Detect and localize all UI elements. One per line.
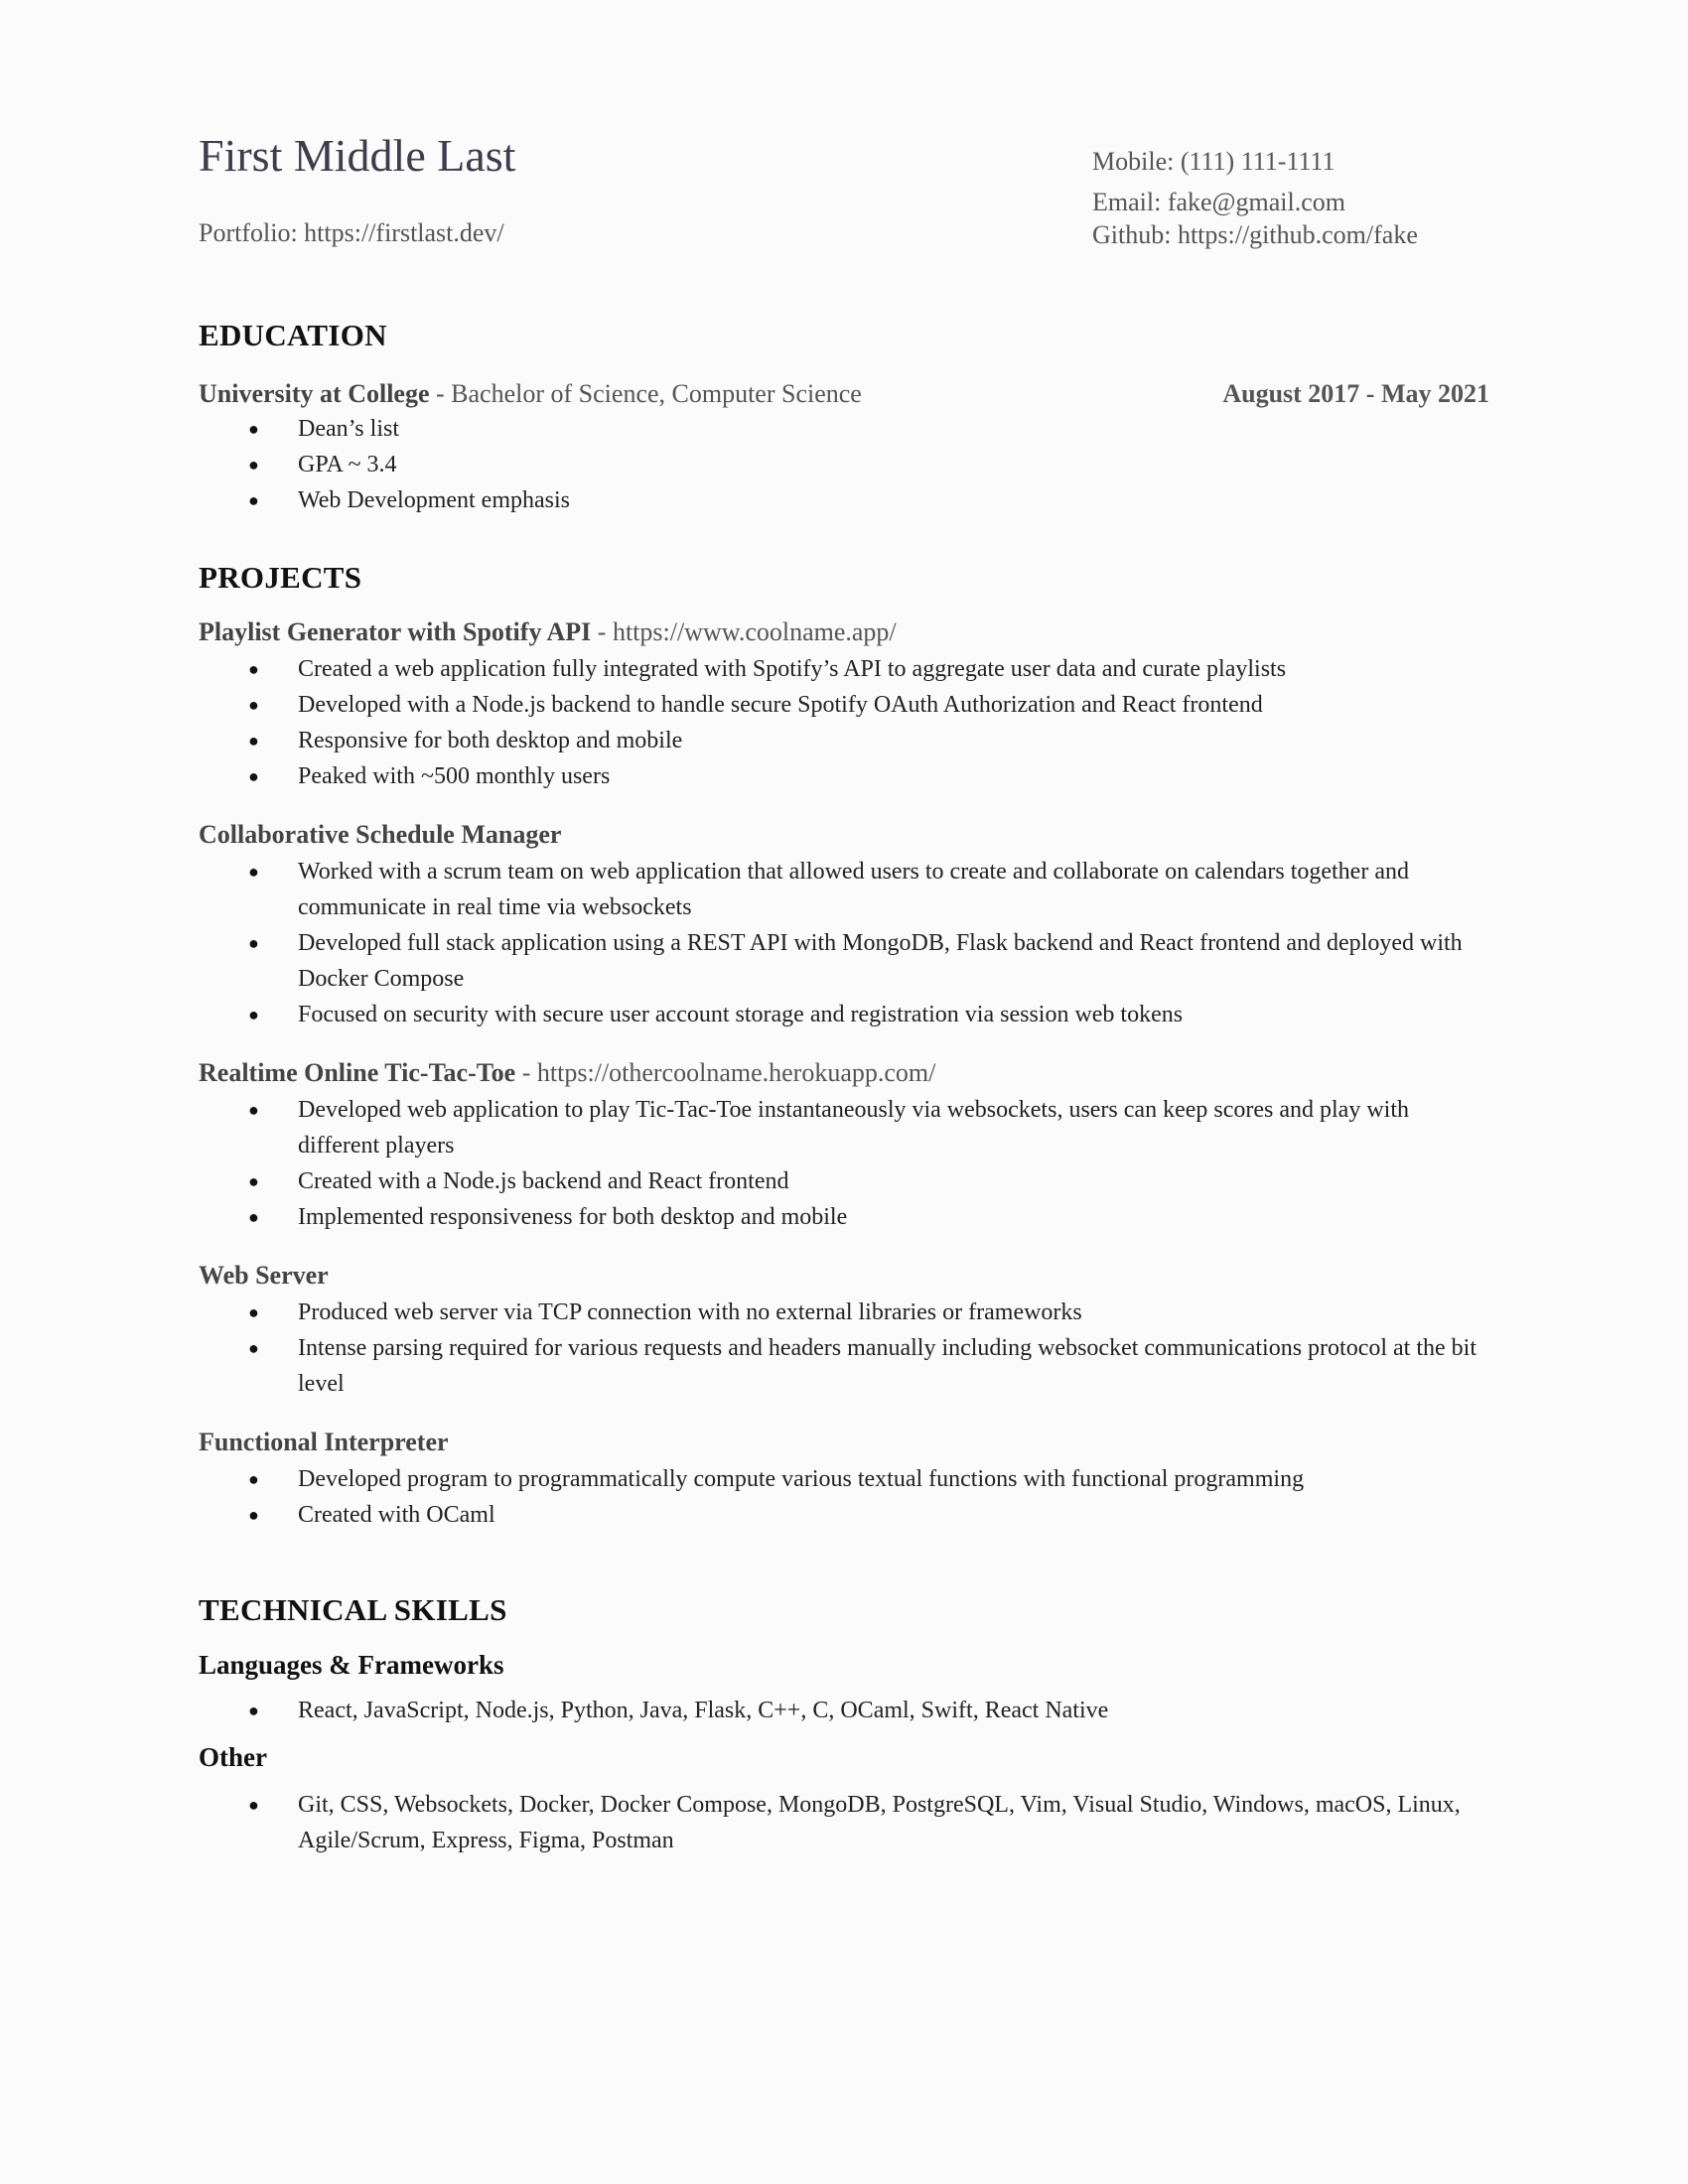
school-name: University at College: [199, 379, 430, 408]
project-head: [199, 820, 1489, 850]
education-title: EDUCATION: [199, 318, 387, 352]
list-item: ● Developed full stack application using a REST API with MongoDB, Flask backend and React frontend and deployed with Docker Compose: [248, 930, 1463, 992]
skills-title: TECHNICAL SKILLS: [199, 1592, 507, 1627]
project-entry: [199, 820, 1489, 1032]
skill-bullets: [199, 1693, 1489, 1728]
portfolio-link[interactable]: Portfolio: https://firstlast.dev/: [199, 218, 504, 247]
education-bullets: [199, 411, 1489, 518]
project-head: [199, 1428, 1489, 1457]
projects-section: [199, 560, 1489, 1533]
projects-title: PROJECTS: [199, 560, 362, 595]
project-name: Realtime Online Tic-Tac-Toe: [199, 1058, 516, 1087]
project-bullets: [199, 854, 1489, 1032]
list-item: ● Focused on security with secure user account storage and registration via session web tokens: [248, 1002, 1184, 1027]
list-item: ● Peaked with ~500 monthly users: [248, 763, 611, 789]
project-name: Web Server: [199, 1261, 329, 1290]
list-item: ● Git, CSS, Websockets, Docker, Docker Compose, MongoDB, PostgreSQL, Vim, Visual Studio, Windows, macOS, Linux, Agile/Scrum, Express, Figma, Postman: [248, 1792, 1461, 1853]
skill-bullets: [199, 1787, 1489, 1858]
project-link[interactable]: - https://othercoolname.herokuapp.com/: [515, 1058, 936, 1087]
list-item: ● Created a web application fully integrated with Spotify’s API to aggregate user data and curate playlists: [248, 656, 1287, 682]
list-item: ● GPA ~ 3.4: [248, 452, 397, 478]
education-entry-head: [199, 379, 1489, 409]
project-bullets: [199, 651, 1489, 794]
list-item: ● Dean’s list: [248, 416, 399, 442]
skills-section: [199, 1592, 1489, 1858]
github-link[interactable]: Github: https://github.com/fake: [1092, 220, 1418, 249]
list-item: ● Intense parsing required for various requests and headers manually including websocket communications protocol at the bit level: [248, 1335, 1477, 1397]
list-item: ● Developed program to programmatically compute various textual functions with functional programming: [248, 1466, 1305, 1492]
project-entry: [199, 1261, 1489, 1402]
email-address[interactable]: Email: fake@gmail.com: [1092, 188, 1345, 216]
list-item: ● Developed with a Node.js backend to handle secure Spotify OAuth Authorization and React frontend: [248, 692, 1263, 718]
project-head: [199, 617, 1489, 647]
resume-header: [199, 129, 1489, 278]
mobile-number: Mobile: (111) 111-1111: [1092, 147, 1336, 176]
project-entry: [199, 1428, 1489, 1533]
project-bullets: [199, 1461, 1489, 1533]
list-item: ● Responsive for both desktop and mobile: [248, 728, 683, 753]
resume-page: [199, 129, 1489, 1858]
skill-group: [199, 1650, 1489, 1728]
project-bullets: [199, 1092, 1489, 1235]
skill-group-title: Languages & Frameworks: [199, 1650, 504, 1680]
list-item: ● Worked with a scrum team on web application that allowed users to create and collaborate on calendars together and communicate in real time via websockets: [248, 859, 1409, 920]
list-item: ● Web Development emphasis: [248, 487, 570, 513]
degree-name: - Bachelor of Science, Computer Science: [429, 379, 862, 408]
project-bullets: [199, 1295, 1489, 1402]
project-head: [199, 1261, 1489, 1291]
contact-info: [1092, 145, 1418, 251]
candidate-name: First Middle Last: [199, 130, 516, 181]
education-section: [199, 318, 1489, 518]
project-link[interactable]: - https://www.coolname.app/: [591, 617, 897, 646]
list-item: ● Developed web application to play Tic-Tac-Toe instantaneously via websockets, users can keep scores and play with different players: [248, 1097, 1409, 1159]
project-entry: [199, 617, 1489, 794]
list-item: ● Implemented responsiveness for both desktop and mobile: [248, 1204, 848, 1230]
project-name: Playlist Generator with Spotify API: [199, 617, 592, 646]
list-item: ● React, JavaScript, Node.js, Python, Java, Flask, C++, C, OCaml, Swift, React Native: [248, 1698, 1109, 1723]
project-name: Collaborative Schedule Manager: [199, 820, 562, 849]
list-item: ● Created with a Node.js backend and React frontend: [248, 1168, 789, 1194]
list-item: ● Created with OCaml: [248, 1502, 495, 1528]
project-name: Functional Interpreter: [199, 1428, 449, 1456]
list-item: ● Produced web server via TCP connection with no external libraries or frameworks: [248, 1299, 1082, 1325]
education-dates: August 2017 - May 2021: [1222, 379, 1489, 408]
project-head: [199, 1058, 1489, 1088]
skill-group: [199, 1742, 1489, 1858]
skill-group-title: Other: [199, 1742, 267, 1772]
project-entry: [199, 1058, 1489, 1235]
